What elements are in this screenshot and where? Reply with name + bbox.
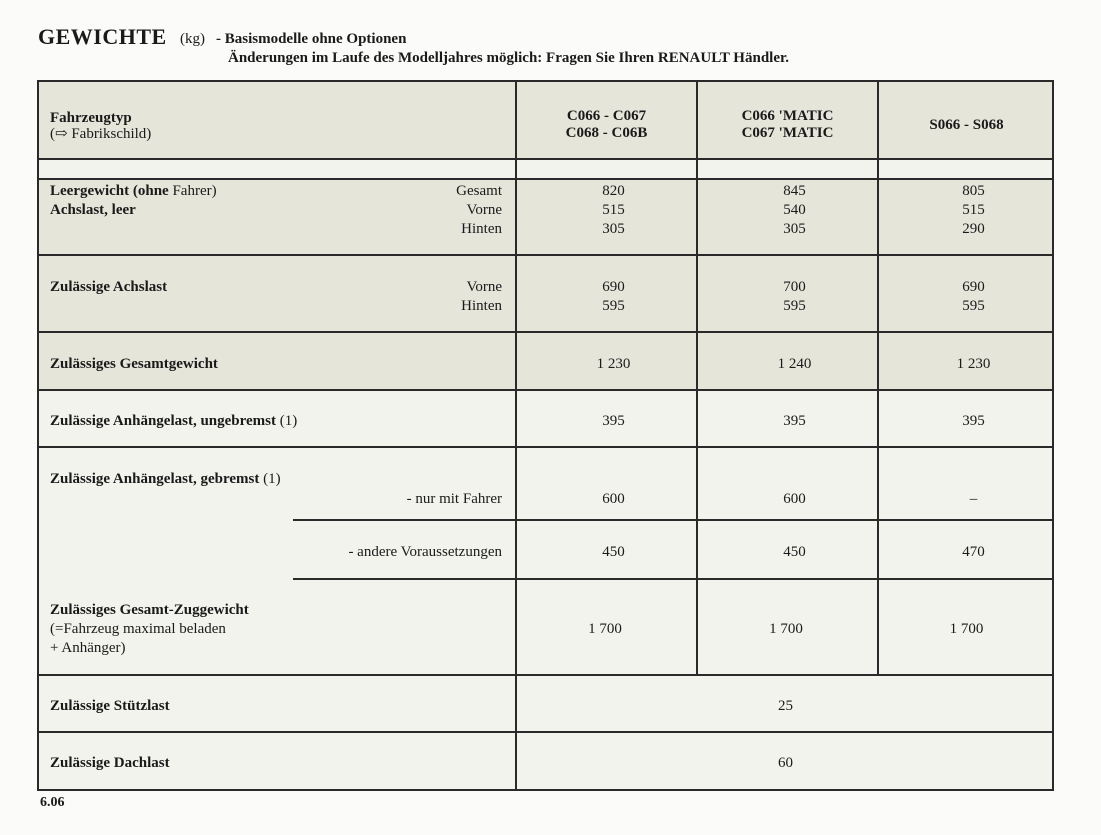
cell-value: 395 (602, 413, 625, 429)
rule (37, 331, 1054, 333)
cell-value: – (969, 491, 978, 507)
cell-value: 1 700 (769, 621, 803, 637)
anhaengelast-gebremst-text: Zulässige Anhängelast, gebremst (50, 471, 260, 487)
cell-value: 395 (962, 413, 985, 429)
sub-label-vorne: Vorne (466, 202, 502, 218)
cell-value: 290 (962, 221, 985, 237)
stuetzlast-label: Zulässige Stützlast (50, 698, 170, 714)
cell-value: 450 (602, 544, 625, 560)
sub-label-vorne: Vorne (466, 279, 502, 295)
rule (37, 674, 1054, 676)
footnote-ref: (1) (279, 413, 298, 429)
andere-voraussetzungen-label: - andere Voraussetzungen (348, 544, 502, 560)
dachlast-label: Zulässige Dachlast (50, 755, 170, 771)
cell-value: 60 (778, 755, 793, 771)
cell-value: 305 (783, 221, 806, 237)
column-header-2-line1: C066 'MATIC (741, 108, 834, 124)
cell-value: 595 (962, 298, 985, 314)
rule (37, 158, 1054, 160)
rule (37, 178, 1054, 180)
rule (37, 389, 1054, 391)
anhaengelast-ungebremst-label (50, 412, 297, 431)
leergewicht-label-bold: Leergewicht (ohne (50, 183, 169, 199)
cell-value: 395 (783, 413, 806, 429)
cell-value: 515 (962, 202, 985, 218)
footnote-ref: (1) (263, 471, 281, 487)
leergewicht-label (50, 182, 217, 201)
anhaengelast-gebremst-label (50, 470, 281, 489)
cell-value: 805 (962, 183, 985, 199)
rule (37, 731, 1054, 733)
cell-value: 25 (778, 698, 793, 714)
column-divider (696, 80, 698, 675)
cell-value: 700 (783, 279, 806, 295)
cell-value: 1 230 (956, 356, 991, 372)
cell-value: 540 (783, 202, 806, 218)
gesamtgewicht-label: Zulässiges Gesamtgewicht (50, 356, 218, 372)
rule (293, 519, 1054, 521)
nur-mit-fahrer-label: - nur mit Fahrer (406, 491, 502, 507)
rule (293, 578, 1054, 580)
column-header-2-line2: C067 'MATIC (741, 125, 834, 141)
cell-value: 595 (602, 298, 625, 314)
achslast-leer-label: Achslast, leer (50, 202, 136, 218)
page-title: GEWICHTE (38, 24, 167, 49)
cell-value: 690 (962, 279, 985, 295)
column-header-3-line1: S066 - S068 (929, 117, 1004, 133)
cell-value: 1 230 (596, 356, 631, 372)
type-label: Fahrzeugtyp (50, 110, 132, 126)
unit-label: (kg) (180, 31, 205, 47)
cell-value: 1 240 (777, 356, 812, 372)
sub-label-gesamt: Gesamt (456, 183, 502, 199)
sub-label-hinten: Hinten (461, 221, 502, 237)
page-number: 6.06 (40, 795, 65, 810)
cell-value: 845 (783, 183, 806, 199)
subtitle-line-2: Änderungen im Laufe des Modelljahres möglich: Fragen Sie Ihren RENAULT Händler. (228, 50, 790, 66)
zuggewicht-sub2: + Anhänger) (50, 640, 126, 656)
sub-label-hinten: Hinten (461, 298, 502, 314)
cell-value: 690 (602, 279, 625, 295)
cell-value: 1 700 (949, 621, 984, 637)
cell-value: 595 (783, 298, 806, 314)
anhaengelast-ungebremst-text: Zulässige Anhängelast, ungebremst (50, 413, 277, 429)
cell-value: 600 (602, 491, 625, 507)
leergewicht-label-rest: Fahrer) (172, 183, 217, 199)
column-divider (877, 80, 879, 675)
type-sub-label: (⇨ Fabrikschild) (50, 126, 152, 142)
cell-value: 515 (602, 202, 625, 218)
column-header-1-line2: C068 - C06B (565, 125, 648, 141)
cell-value: 820 (602, 183, 625, 199)
subtitle-line-1: - Basismodelle ohne Optionen (216, 31, 407, 47)
rule (37, 254, 1054, 256)
zuggewicht-sub1: (=Fahrzeug maximal beladen (50, 621, 226, 637)
achslast-label: Zulässige Achslast (50, 279, 168, 295)
zuggewicht-label: Zulässiges Gesamt-Zuggewicht (50, 602, 249, 618)
cell-value: 600 (783, 491, 806, 507)
cell-value: 305 (602, 221, 625, 237)
column-header-1-line1: C066 - C067 (566, 108, 647, 124)
cell-value: 450 (783, 544, 806, 560)
rule (37, 446, 1054, 448)
cell-value: 470 (962, 544, 985, 560)
cell-value: 1 700 (588, 621, 622, 637)
